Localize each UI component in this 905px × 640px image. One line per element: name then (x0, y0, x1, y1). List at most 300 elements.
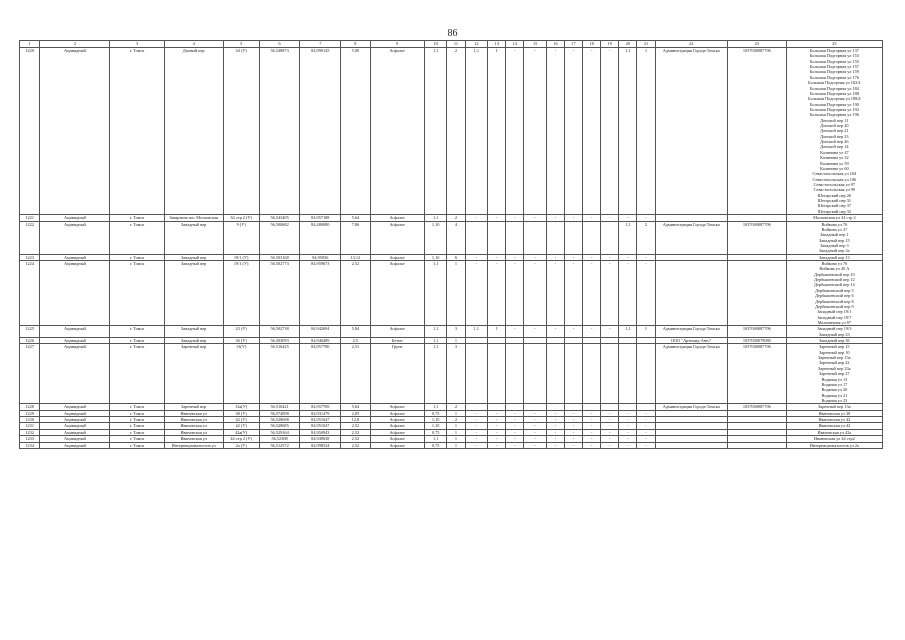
address-item: Заречный пер 22 (819, 360, 850, 366)
address-list (786, 442, 882, 448)
table-cell: 0,75 (424, 442, 447, 448)
table-cell: 42а(У) (223, 429, 259, 435)
table-cell: - (488, 410, 506, 416)
column-number-header: 8 (341, 41, 370, 48)
table-cell: - (488, 436, 506, 442)
table-cell: 13(У) (223, 344, 259, 404)
table-cell: г. Томск (110, 48, 164, 215)
table-cell: 84,480080 (300, 221, 341, 254)
address-item: Донской пер 11 (820, 117, 849, 123)
table-cell: 5,64 (341, 404, 370, 410)
table-cell: Ацивидный (40, 410, 110, 416)
address-item: Большая Подгорная ул 153 (809, 53, 859, 59)
table-cell: 19/1 (У) (223, 261, 259, 326)
table-cell: - (565, 423, 583, 429)
table-cell: Асфальт (370, 442, 424, 448)
address-item: Шегарский пер 37 (817, 203, 852, 209)
table-cell: 12,8 (341, 417, 370, 423)
address-item: Дербышевский пер 12 (813, 277, 855, 283)
table-cell: 84,942694 (300, 326, 341, 338)
table-cell: - (506, 48, 524, 215)
address-item: Шегарский пер 32 (817, 208, 852, 214)
address-item: Заречный пер 10 (819, 349, 850, 355)
table-cell: 56,543405 (259, 215, 300, 221)
table-cell: - (619, 417, 637, 423)
table-cell: - (524, 410, 547, 416)
address-item: Дербышевский пер 14 (813, 282, 855, 288)
address-item: Калинина ул 60 (820, 165, 849, 171)
table-row (20, 326, 883, 338)
table-cell: 1 (637, 326, 655, 338)
address-item: Севастопольская ул 106 (812, 176, 857, 182)
table-cell: Ацивидный (40, 338, 110, 344)
table-cell: - (601, 326, 619, 338)
column-number-header: 16 (546, 41, 564, 48)
address-item: Большая Подгорная ул 188 (809, 90, 859, 96)
table-cell: 2 (447, 215, 465, 221)
table-cell: 1,1 (424, 326, 447, 338)
table-cell: - (565, 410, 583, 416)
address-item: Западный пер 3а (819, 248, 850, 254)
table-cell: - (488, 261, 506, 326)
table-cell: - (465, 423, 488, 429)
table-cell: Асфальт (370, 326, 424, 338)
table-cell: - (637, 410, 655, 416)
table-cell: Западный пер (164, 326, 223, 338)
address-item: Калинина ул 47 (820, 149, 849, 155)
table-cell: 1228 (20, 404, 40, 410)
table-cell: Ивановская ул (164, 423, 223, 429)
table-cell: Асфальт (370, 436, 424, 442)
table-cell: 1232 (20, 429, 40, 435)
table-cell: Ацивидный (40, 221, 110, 254)
column-number-header: 4 (164, 41, 223, 48)
table-cell (727, 261, 786, 326)
table-cell: Заварзина пос Московская (164, 215, 223, 221)
table-cell: - (488, 442, 506, 448)
table-cell: 1,10 (424, 221, 447, 254)
table-cell: 1,1 (424, 215, 447, 221)
table-cell: - (565, 436, 583, 442)
table-cell (465, 221, 488, 254)
column-number-header: 13 (488, 41, 506, 48)
table-cell: Администрация Города Томска (655, 326, 727, 338)
table-cell (488, 221, 506, 254)
column-number-header: 15 (524, 41, 547, 48)
table-cell (619, 344, 637, 404)
table-cell (637, 344, 655, 404)
table-cell: - (465, 254, 488, 260)
table-cell: Ивановская ул (164, 417, 223, 423)
table-cell: 1,1 (424, 404, 447, 410)
table-cell: - (524, 436, 547, 442)
table-cell: - (524, 442, 547, 448)
table-cell: 84,957188 (300, 215, 341, 221)
table-cell: 84,931479 (300, 410, 341, 416)
table-row (20, 442, 883, 448)
table-cell: - (583, 442, 601, 448)
table-cell: 1224 (20, 261, 40, 326)
table-cell: 56,516421 (259, 404, 300, 410)
table-cell: 1,1 (619, 221, 637, 254)
table-cell: - (488, 215, 506, 221)
column-number-header: 21 (637, 41, 655, 48)
table-cell: - (583, 410, 601, 416)
address-item: Водяная ул 23 (821, 398, 848, 403)
table-cell: 5,00 (341, 48, 370, 215)
address-item: Заречный пер 13а (818, 404, 851, 410)
address-item: Большая Подгорная ул 184 (809, 85, 859, 91)
address-item: Большая Подгорная ул 159 (809, 69, 859, 75)
table-cell: 1037000087706 (727, 221, 786, 254)
table-cell: 84,959673 (300, 261, 341, 326)
table-cell: - (565, 48, 583, 215)
table-cell: - (583, 254, 601, 260)
table-cell: - (619, 423, 637, 429)
address-item: Ивановская ул 42 (818, 423, 851, 429)
table-cell: 1,1 (619, 48, 637, 215)
table-cell: - (465, 436, 488, 442)
table-cell: - (601, 442, 619, 448)
table-cell: Западный пер (164, 261, 223, 326)
column-number-header: 17 (565, 41, 583, 48)
table-cell: 1,10 (424, 417, 447, 423)
table-cell: Асфальт (370, 261, 424, 326)
table-cell: - (601, 410, 619, 416)
table-cell: 1 (447, 338, 465, 344)
table-cell: - (637, 254, 655, 260)
table-cell: 56,529164 (259, 429, 300, 435)
table-cell: - (506, 423, 524, 429)
table-cell: - (565, 215, 583, 221)
table-cell: - (565, 261, 583, 326)
table-cell: - (524, 417, 547, 423)
table-cell: г. Томск (110, 215, 164, 221)
table-cell: Ивановская ул (164, 436, 223, 442)
column-number-header: 18 (583, 41, 601, 48)
table-cell: - (546, 410, 564, 416)
table-cell: 34 стр 2 (У) (223, 215, 259, 221)
column-number-header: 9 (370, 41, 424, 48)
table-cell: Асфальт (370, 215, 424, 221)
table-cell: 1,1 (465, 326, 488, 338)
table-cell: - (546, 254, 564, 260)
table-cell: 2 (447, 48, 465, 215)
table-cell: 1,1 (619, 326, 637, 338)
table-cell: 44 стр 2 (У) (223, 436, 259, 442)
table-cell: 1 (447, 442, 465, 448)
table-cell: Ацивидный (40, 344, 110, 404)
table-cell: - (506, 417, 524, 423)
address-item: Дербышевский пер 6 (815, 293, 854, 299)
table-cell: - (524, 429, 547, 435)
table-cell: Ацивидный (40, 436, 110, 442)
table-cell: Ацивидный (40, 48, 110, 215)
table-cell: - (601, 261, 619, 326)
table-cell: 84,951047 (300, 423, 341, 429)
column-number-header: 2 (40, 41, 110, 48)
table-cell: 1 (447, 429, 465, 435)
table-cell: Интернационалистов ул (164, 442, 223, 448)
table-cell: 1 (447, 261, 465, 326)
column-number-header: 14 (506, 41, 524, 48)
table-cell: 1,1 (424, 436, 447, 442)
address-item: Водяная ул 21 (821, 392, 848, 398)
table-cell: Асфальт (370, 410, 424, 416)
table-cell (655, 261, 727, 326)
table-cell: - (637, 261, 655, 326)
table-cell (524, 344, 547, 404)
address-list (786, 344, 882, 404)
table-cell: 2,51 (341, 344, 370, 404)
table-cell: 1223 (20, 254, 40, 260)
table-cell: 84,949638 (300, 436, 341, 442)
table-cell: Администрация Города Томска (655, 404, 727, 410)
table-cell: - (565, 429, 583, 435)
table-cell: - (583, 48, 601, 215)
table-cell: 2,52 (341, 436, 370, 442)
table-cell: Ивановская ул (164, 429, 223, 435)
table-cell: 42 (У) (223, 423, 259, 429)
address-item: Большая Подгорная ул 176 (809, 74, 859, 80)
table-cell: 1233 (20, 436, 40, 442)
table-cell: Дачный пер (164, 48, 223, 215)
table-cell: - (465, 442, 488, 448)
table-cell: - (601, 254, 619, 260)
table-cell: 56,503093 (259, 338, 300, 344)
table-cell: - (524, 423, 547, 429)
table-cell: Западный пер (164, 221, 223, 254)
table-cell: 1222 (20, 221, 40, 254)
table-cell: г. Томск (110, 442, 164, 448)
table-cell: - (546, 326, 564, 338)
registry-table (19, 40, 883, 449)
address-item: Войкова ул 49 А (819, 266, 850, 272)
table-cell: 1227 (20, 344, 40, 404)
table-cell: Ацивидный (40, 417, 110, 423)
address-item: Интернационалистов ул 2а (809, 442, 859, 448)
table-cell: 56,512572 (259, 442, 300, 448)
address-item: Донской пер 14 (820, 144, 849, 150)
table-cell: 7,86 (341, 221, 370, 254)
table-cell: - (546, 436, 564, 442)
address-item: Московская ул 34 стр 2 (813, 215, 856, 221)
address-item: Донской пер 20 (820, 123, 849, 129)
table-cell: 2а (У) (223, 442, 259, 448)
address-item: Большая Подгорная ул 182/4 (808, 80, 861, 86)
table-cell: 2,85 (341, 410, 370, 416)
table-cell: Ацивидный (40, 404, 110, 410)
table-cell: 1 (637, 48, 655, 215)
column-number-header: 20 (619, 41, 637, 48)
table-cell: 1 (447, 436, 465, 442)
table-cell: 84,95836 (300, 254, 341, 260)
column-number-header: 19 (601, 41, 619, 48)
column-number-header: 3 (110, 41, 164, 48)
address-item: Донской пер 23 (820, 133, 849, 139)
table-cell: Заречный пер (164, 344, 223, 404)
page-number: 86 (447, 28, 458, 39)
table-cell: - (465, 417, 488, 423)
table-cell (488, 344, 506, 404)
table-cell: 1229 (20, 410, 40, 416)
table-cell: Асфальт (370, 254, 424, 260)
table-cell: 1037000087706 (727, 48, 786, 215)
table-cell: - (637, 429, 655, 435)
table-cell: - (546, 417, 564, 423)
table-cell (546, 344, 564, 404)
table-cell: 56,548873 (259, 48, 300, 215)
table-cell: - (546, 215, 564, 221)
table-cell: 1,1 (465, 48, 488, 215)
table-cell: 38 (У) (223, 410, 259, 416)
table-cell: г. Томск (110, 410, 164, 416)
address-item: Водяная ул 13 (821, 376, 848, 382)
column-number-header: 6 (259, 41, 300, 48)
address-item: Дербышевский пер 10 (813, 271, 855, 277)
table-cell: г. Томск (110, 221, 164, 254)
address-item: Западный пер 19/1 (817, 309, 852, 315)
table-cell: - (546, 442, 564, 448)
table-cell: - (546, 429, 564, 435)
table-cell: - (488, 429, 506, 435)
address-item: Заречный пер 15 (819, 344, 850, 350)
address-item: Большая Подгорная ул 157 (809, 64, 859, 70)
table-cell: Ацивидный (40, 423, 110, 429)
table-cell: Бетон (370, 338, 424, 344)
table-cell: 56,502773 (259, 261, 300, 326)
column-number-header: 1 (20, 41, 40, 48)
table-cell: 84,950943 (300, 429, 341, 435)
table-cell: 4 (447, 221, 465, 254)
table-cell (546, 221, 564, 254)
table-cell: - (601, 436, 619, 442)
table-cell: 84,957769 (300, 404, 341, 410)
table-cell: 1230 (20, 417, 40, 423)
table-cell: Западный пер (164, 338, 223, 344)
address-item: Большая Подгорная ул 196 (809, 112, 859, 118)
table-cell: г. Томск (110, 344, 164, 404)
table-cell: 3 (447, 344, 465, 404)
table-cell: 1226 (20, 338, 40, 344)
table-cell: - (637, 436, 655, 442)
table-cell: 1037000087706 (727, 404, 786, 410)
table-cell: Ацивидный (40, 261, 110, 326)
table-cell: 19/1 (У) (223, 254, 259, 260)
table-cell: г. Томск (110, 261, 164, 326)
table-cell (524, 221, 547, 254)
address-item: Шегарский пер 26 (817, 192, 852, 198)
table-cell: 1234 (20, 442, 40, 448)
table-cell: 1037000087706 (727, 344, 786, 404)
table-cell: Асфальт (370, 429, 424, 435)
table-cell: 1,1 (424, 261, 447, 326)
table-cell: 1,1 (424, 338, 447, 344)
table-cell: - (601, 423, 619, 429)
table-cell: Асфальт (370, 221, 424, 254)
table-cell: 1037000079080 (727, 338, 786, 344)
table-cell: - (506, 254, 524, 260)
table-cell (565, 221, 583, 254)
table-cell: г. Томск (110, 338, 164, 344)
table-cell: - (524, 215, 547, 221)
table-cell: 56,516425 (259, 344, 300, 404)
table-cell: - (619, 442, 637, 448)
table-cell: - (506, 436, 524, 442)
address-item: Войкова ул 76 (821, 221, 848, 227)
table-cell: - (465, 429, 488, 435)
table-cell: 13а(У) (223, 404, 259, 410)
table-cell: - (583, 429, 601, 435)
address-item: Западный пер 15 (819, 237, 850, 243)
table-cell: 1 (488, 48, 506, 215)
address-item: Мельничная ул 87 (817, 319, 851, 325)
table-cell: 5,64 (341, 215, 370, 221)
table-cell: Ивановская ул (164, 410, 223, 416)
table-cell: - (637, 423, 655, 429)
address-item: Западный пер 1 (820, 232, 849, 238)
column-number-header: 23 (727, 41, 786, 48)
table-cell (506, 221, 524, 254)
column-number-header: 12 (465, 41, 488, 48)
table-cell: 1,1 (424, 48, 447, 215)
table-cell: - (583, 436, 601, 442)
address-item: Большая Подгорная ул 192 (809, 106, 859, 112)
table-cell: - (465, 215, 488, 221)
table-cell: - (565, 326, 583, 338)
address-item: Заречный пер 13а (818, 355, 851, 361)
table-cell: - (546, 423, 564, 429)
table-cell: - (524, 326, 547, 338)
table-cell: - (619, 436, 637, 442)
table-cell: Администрация Города Томска (655, 344, 727, 404)
table-cell: - (524, 254, 547, 260)
column-number-row (20, 41, 883, 48)
table-cell: 84,998524 (300, 442, 341, 448)
address-item: Ивановская ул 44 стр2 (813, 436, 855, 442)
address-item: Дербышевский пер 5 (815, 287, 854, 293)
column-number-header: 5 (223, 41, 259, 48)
table-cell: г. Томск (110, 417, 164, 423)
table-cell: 56,528685 (259, 423, 300, 429)
table-cell: 1231 (20, 423, 40, 429)
column-number-header: 22 (655, 41, 727, 48)
table-cell: 1220 (20, 48, 40, 215)
table-cell: 5,84 (341, 326, 370, 338)
table-cell: г. Томск (110, 423, 164, 429)
table-cell: 84,951047 (300, 417, 341, 423)
table-cell: г. Томск (110, 429, 164, 435)
table-cell: 2,52 (341, 423, 370, 429)
table-cell: г. Томск (110, 436, 164, 442)
table-cell: - (601, 215, 619, 221)
table-cell: - (488, 417, 506, 423)
table-cell: 1 (447, 410, 465, 416)
address-item: Западный пер 19/3 (817, 326, 852, 332)
address-item: Заречный пер 23а (818, 365, 851, 371)
table-cell: 2,52 (341, 429, 370, 435)
address-item: Калинина ул 52 (820, 155, 849, 161)
table-cell (601, 344, 619, 404)
address-list (786, 48, 882, 215)
table-row (20, 344, 883, 404)
table-cell: Ацивидный (40, 215, 110, 221)
table-row (20, 48, 883, 215)
table-cell: 2 (447, 417, 465, 423)
address-item: Западный пер 3 (820, 242, 849, 248)
table-cell: 36 (У) (223, 338, 259, 344)
table-cell: - (565, 254, 583, 260)
